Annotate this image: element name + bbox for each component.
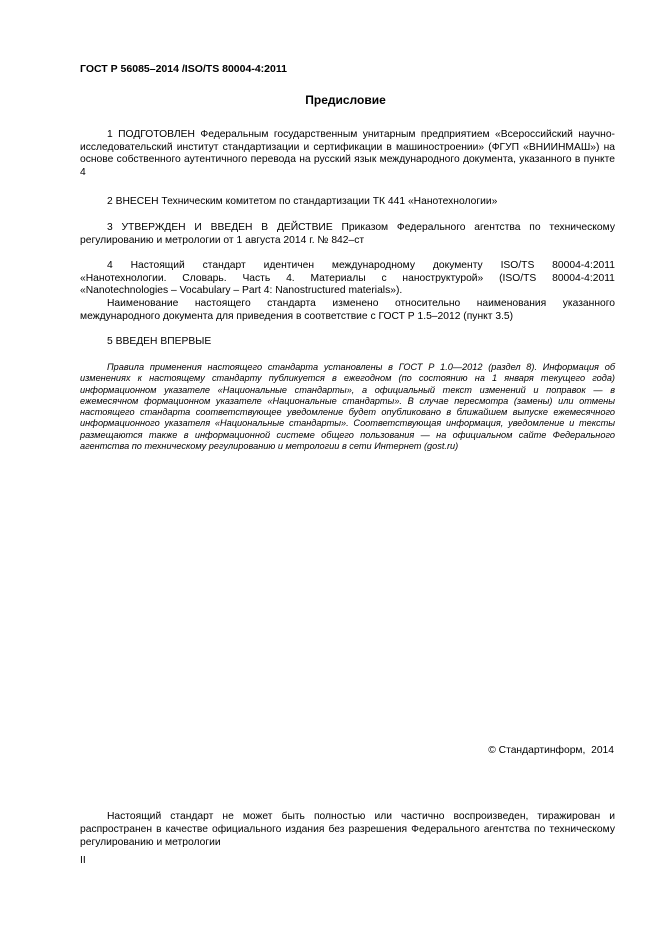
word: 4.: [286, 272, 295, 284]
paragraph-4-name-change: Наименование настоящего стандарта изменено относительно наименования указанного международного документа для приведения в соответствие с ГОСТ Р 1.5–2012 (пункт 3.5): [80, 298, 615, 322]
paragraph-4-line-2: [80, 273, 615, 286]
word: Настоящий: [130, 260, 185, 271]
word: Материалы: [310, 272, 366, 284]
paragraph-2-introduced: 2 ВНЕСЕН Техническим комитетом по стандартизации ТК 441 «Нанотехнологии»: [107, 196, 498, 207]
page-title: Предисловие: [305, 93, 386, 107]
word: 80004-4:2011: [552, 260, 615, 271]
word: «Нанотехнологии.: [80, 272, 167, 284]
word: документу: [432, 260, 483, 271]
word: 80004-4:2011: [552, 272, 615, 284]
reproduction-notice: Настоящий стандарт не может быть полностью или частично воспроизведен, тиражирован и распространен в качестве официального издания без разрешения Федерального агентства по техническому регулированию и метрологии: [80, 811, 615, 849]
word: международному: [331, 260, 415, 271]
word: 4: [107, 260, 113, 271]
word: наноструктурой»: [402, 272, 484, 284]
paragraph-5-first-introduced: 5 ВВЕДЕН ВПЕРВЫЕ: [107, 336, 212, 347]
word: ISO/TS: [500, 260, 535, 271]
copyright: © Стандартинформ, 2014: [488, 745, 614, 756]
paragraph-4-line-3: «Nanotechnologies – Vocabulary – Part 4: Nanostructured materials»).: [80, 285, 403, 297]
word: с: [381, 272, 387, 284]
paragraph-4-identical: [80, 260, 615, 298]
page-number: II: [80, 855, 86, 866]
word: Часть: [242, 272, 271, 284]
italic-note: Правила применения настоящего стандарта установлены в ГОСТ Р 1.0—2012 (раздел 8). Информация об изменениях к настоящему стандарту публикуется в ежегодном (по состоянию на 1 января текущего года) информационном указателе «Национальные стандарты», а официальный текст изменений и поправок — в ежемесячном формационном указателе «Национальные стандарты». В случае пересмотра (замены) или отмены настоящего стандарта соответствующее уведомление будет опубликовано в ближайшем выпуске ежемесячного информационного указателя «Национальные стандарты». Соответствующая информация, уведомление и тексты размещаются также в информационной системе общего пользования — на официальном сайте Федерального агентства по техническому регулированию и метрологии в сети Интернет (gost.ru): [80, 362, 615, 452]
paragraph-4-line-1: [80, 260, 615, 273]
word: Словарь.: [182, 272, 227, 284]
paragraph-3-approved: 3 УТВЕРЖДЕН И ВВЕДЕН В ДЕЙСТВИЕ Приказом Федерального агентства по техническому регулированию и метрологии от 1 августа 2014 г. № 842–ст: [80, 222, 615, 246]
document-header: ГОСТ Р 56085–2014 /ISO/TS 80004-4:2011: [80, 63, 287, 75]
paragraph-1-prepared: 1 ПОДГОТОВЛЕН Федеральным государственным унитарным предприятием «Всероссийский научно-исследовательский институт стандартизации и сертификации в машиностроении» (ФГУП «ВНИИНМАШ») на основе собственного аутентичного перевода на русский язык международного документа, указанного в пункте 4: [80, 129, 615, 178]
word: стандарт: [202, 260, 246, 271]
word: (ISO/TS: [499, 272, 537, 284]
word: идентичен: [263, 260, 315, 271]
